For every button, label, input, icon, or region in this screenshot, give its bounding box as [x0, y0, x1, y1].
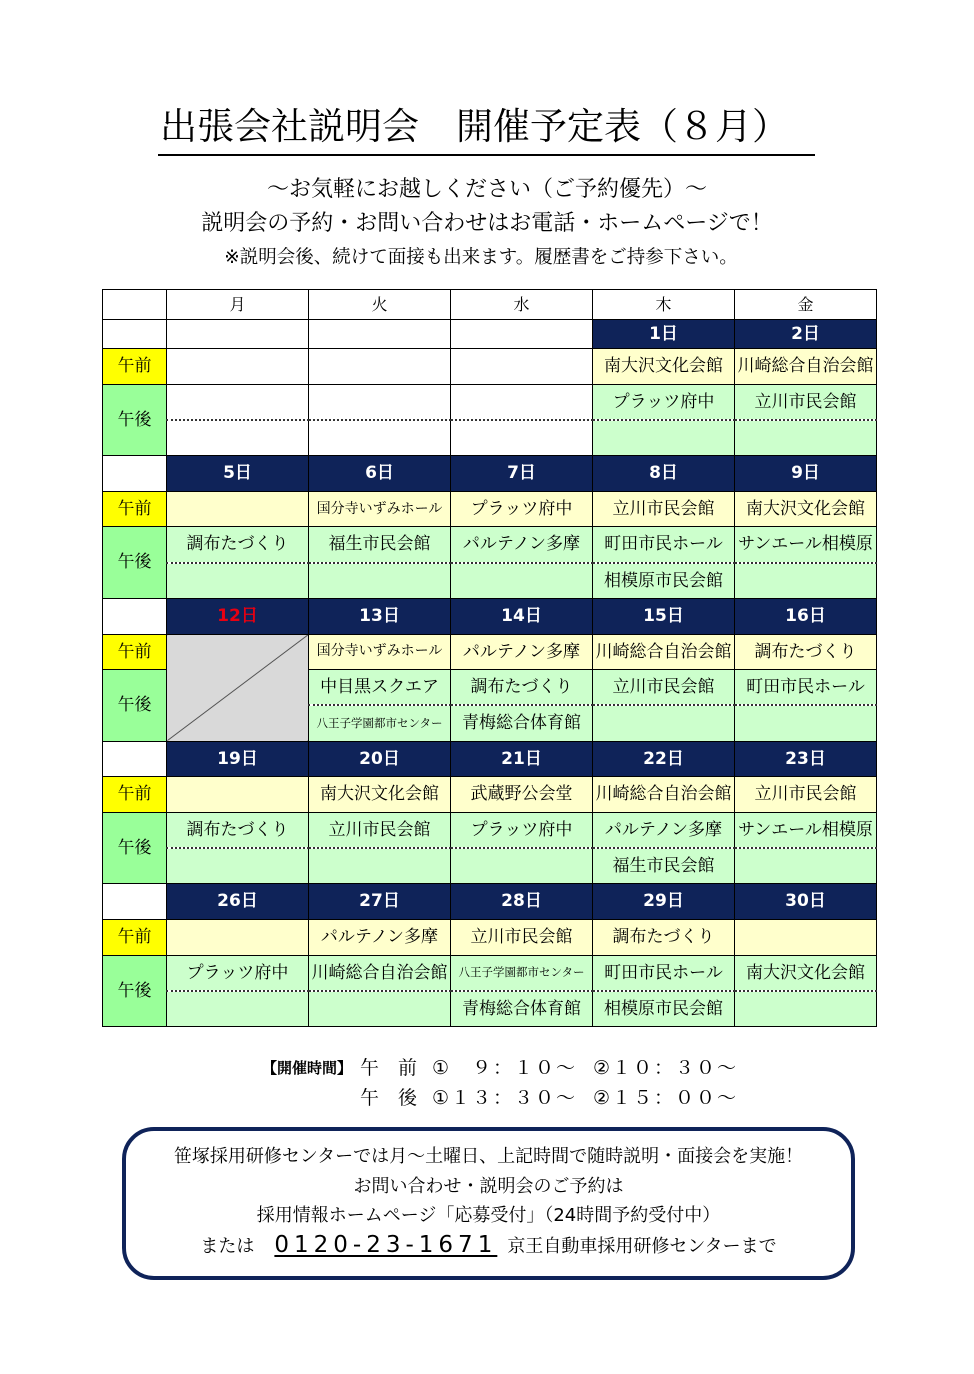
- am-venue-thu: 南大沢文化会館: [593, 349, 735, 385]
- am-hours-row: [360, 1055, 738, 1081]
- am-label: 午前: [103, 777, 167, 813]
- am-venue-wed: パルテノン多摩: [451, 634, 593, 670]
- am-venue-fri: 調布たづくり: [735, 634, 877, 670]
- pm-venue-mon: [167, 991, 309, 1027]
- date-cell-wed: 7日: [451, 456, 593, 492]
- date-cell-mon: 19日: [167, 741, 309, 777]
- pm-venue-mon: 調布たづくり: [167, 527, 309, 563]
- date-cell-fri: 30日: [735, 884, 877, 920]
- pm-label: 午後: [103, 670, 167, 741]
- pm-label: 午後: [103, 955, 167, 1026]
- am-venue-mon: [167, 491, 309, 527]
- date-cell-tue: 27日: [309, 884, 451, 920]
- week-date-row: [103, 741, 877, 777]
- notice-line: 笹塚採用研修センターでは月～土曜日、上記時間で随時説明・面接会を実施！: [173, 1146, 804, 1167]
- corner-cell: [103, 290, 167, 320]
- week-date-row: [103, 456, 877, 492]
- weekday-header-row: [103, 290, 877, 320]
- am-venue-mon: [167, 920, 309, 956]
- am-label: 午前: [103, 634, 167, 670]
- week-spacer-cell: [103, 884, 167, 920]
- pm-venue-tue: [309, 848, 451, 884]
- resume-note: ※説明会後、続けて面接も出来ます。履歴書をご持参下さい。: [224, 247, 738, 268]
- hours-label: 【開催時間】: [262, 1059, 353, 1077]
- week-date-row: [103, 320, 877, 349]
- schedule-table: [102, 289, 877, 1027]
- pm-row: [103, 384, 877, 420]
- pm-venue-tue: [309, 991, 451, 1027]
- date-cell-wed: 28日: [451, 884, 593, 920]
- am-label: 午前: [103, 491, 167, 527]
- am-venue-thu: 調布たづくり: [593, 920, 735, 956]
- pm-venue-wed: 八王子学園都市センター: [451, 955, 593, 991]
- weekday-header-wed: 水: [451, 290, 593, 320]
- date-cell-thu: 15日: [593, 598, 735, 634]
- pm-venue-tue: [309, 563, 451, 599]
- weekday-header-fri: 金: [735, 290, 877, 320]
- date-cell-thu: 29日: [593, 884, 735, 920]
- pm-row: [103, 420, 877, 456]
- pm-venue-thu: [593, 705, 735, 741]
- pm-slot-2: ②１５：００～: [593, 1087, 739, 1109]
- pm-venue-thu: 町田市民ホール: [593, 527, 735, 563]
- date-cell-wed: 21日: [451, 741, 593, 777]
- am-venue-fri: [735, 920, 877, 956]
- date-cell-fri: 16日: [735, 598, 877, 634]
- date-cell-tue: 13日: [309, 598, 451, 634]
- weekday-header-tue: 火: [309, 290, 451, 320]
- pm-venue-wed: 青梅総合体育館: [451, 991, 593, 1027]
- date-cell-tue: 20日: [309, 741, 451, 777]
- pm-session-label: 午 後: [360, 1087, 418, 1109]
- notice-suffix: 京王自動車採用研修センターまで: [507, 1235, 777, 1257]
- am-venue-wed: [451, 349, 593, 385]
- pm-venue-thu: 相模原市民会館: [593, 563, 735, 599]
- pm-venue-mon: [167, 420, 309, 456]
- pm-row: [103, 812, 877, 848]
- am-venue-thu: 川崎総合自治会館: [593, 777, 735, 813]
- notice-line: 採用情報ホームページ「応募受付」（24時間予約受付中）: [256, 1205, 721, 1226]
- pm-venue-mon: [167, 384, 309, 420]
- date-cell-fri: 23日: [735, 741, 877, 777]
- pm-venue-mon: [167, 848, 309, 884]
- subtitle-line: ～お気軽にお越しください（ご予約優先）～: [266, 177, 707, 202]
- am-venue-thu: 立川市民会館: [593, 491, 735, 527]
- pm-venue-fri: [735, 991, 877, 1027]
- pm-venue-wed: [451, 420, 593, 456]
- pm-venue-wed: [451, 384, 593, 420]
- pm-venue-fri: [735, 563, 877, 599]
- date-cell-mon: 26日: [167, 884, 309, 920]
- phone-number: 0120-23-1671: [274, 1231, 498, 1258]
- am-row: [103, 349, 877, 385]
- date-cell-thu: 8日: [593, 456, 735, 492]
- week-date-row: [103, 884, 877, 920]
- pm-venue-fri: [735, 848, 877, 884]
- am-venue-tue: 国分寺いずみホール: [309, 634, 451, 670]
- pm-venue-mon: プラッツ府中: [167, 955, 309, 991]
- pm-venue-fri: サンエール相模原: [735, 812, 877, 848]
- pm-venue-thu: プラッツ府中: [593, 384, 735, 420]
- week-spacer-cell: [103, 320, 167, 349]
- am-venue-tue: [309, 349, 451, 385]
- pm-venue-wed: 調布たづくり: [451, 670, 593, 706]
- date-cell-tue: [309, 320, 451, 349]
- pm-venue-wed: パルテノン多摩: [451, 527, 593, 563]
- pm-label: 午後: [103, 384, 167, 455]
- am-venue-thu: 川崎総合自治会館: [593, 634, 735, 670]
- am-slot-2: ②１０：３０～: [593, 1057, 739, 1079]
- pm-row: [103, 848, 877, 884]
- am-venue-mon: [167, 349, 309, 385]
- page-title: 出張会社説明会 開催予定表（８月）: [158, 100, 815, 156]
- am-venue-tue: 国分寺いずみホール: [309, 491, 451, 527]
- am-venue-mon: [167, 777, 309, 813]
- am-venue-wed: 立川市民会館: [451, 920, 593, 956]
- pm-venue-fri: [735, 705, 877, 741]
- pm-venue-tue: [309, 384, 451, 420]
- am-row: [103, 920, 877, 956]
- pm-venue-wed: [451, 848, 593, 884]
- am-venue-fri: 立川市民会館: [735, 777, 877, 813]
- am-row: [103, 634, 877, 670]
- pm-label: 午後: [103, 812, 167, 883]
- date-cell-mon: 5日: [167, 456, 309, 492]
- pm-row: [103, 527, 877, 563]
- pm-venue-wed: [451, 563, 593, 599]
- pm-venue-thu: [593, 420, 735, 456]
- notice-contact-line: [126, 1231, 851, 1262]
- date-cell-thu: 1日: [593, 320, 735, 349]
- weekday-header-mon: 月: [167, 290, 309, 320]
- pm-hours-row: [360, 1085, 738, 1111]
- pm-venue-mon: 調布たづくり: [167, 812, 309, 848]
- subtitle-line: 説明会の予約・お問い合わせはお電話・ホームページで！: [201, 211, 773, 236]
- am-venue-tue: パルテノン多摩: [309, 920, 451, 956]
- am-venue-wed: プラッツ府中: [451, 491, 593, 527]
- date-cell-mon: [167, 320, 309, 349]
- am-venue-fri: 南大沢文化会館: [735, 491, 877, 527]
- am-venue-fri: 川崎総合自治会館: [735, 349, 877, 385]
- pm-venue-fri: 立川市民会館: [735, 384, 877, 420]
- pm-row: [103, 991, 877, 1027]
- pm-venue-thu: 町田市民ホール: [593, 955, 735, 991]
- pm-venue-fri: [735, 420, 877, 456]
- pm-venue-thu: 福生市民会館: [593, 848, 735, 884]
- weekday-header-thu: 木: [593, 290, 735, 320]
- pm-venue-fri: 南大沢文化会館: [735, 955, 877, 991]
- am-venue-tue: 南大沢文化会館: [309, 777, 451, 813]
- pm-venue-tue: 中目黒スクエア: [309, 670, 451, 706]
- notice-line: お問い合わせ・説明会のご予約は: [353, 1175, 624, 1197]
- pm-venue-wed: プラッツ府中: [451, 812, 593, 848]
- pm-venue-thu: 立川市民会館: [593, 670, 735, 706]
- pm-venue-tue: 川崎総合自治会館: [309, 955, 451, 991]
- date-cell-wed: 14日: [451, 598, 593, 634]
- week-spacer-cell: [103, 598, 167, 634]
- week-date-row: [103, 598, 877, 634]
- pm-venue-tue: 福生市民会館: [309, 527, 451, 563]
- pm-venue-fri: 町田市民ホール: [735, 670, 877, 706]
- pm-venue-fri: サンエール相模原: [735, 527, 877, 563]
- am-label: 午前: [103, 920, 167, 956]
- pm-slot-1: ①１３：３０～: [432, 1087, 578, 1109]
- am-venue-wed: 武蔵野公会堂: [451, 777, 593, 813]
- contact-notice-box: [122, 1127, 855, 1280]
- pm-row: [103, 563, 877, 599]
- notice-prefix: または: [200, 1235, 255, 1257]
- am-row: [103, 777, 877, 813]
- date-cell-fri: 2日: [735, 320, 877, 349]
- week-spacer-cell: [103, 741, 167, 777]
- pm-venue-thu: 相模原市民会館: [593, 991, 735, 1027]
- date-cell-wed: [451, 320, 593, 349]
- pm-label: 午後: [103, 527, 167, 598]
- pm-venue-mon: [167, 563, 309, 599]
- am-row: [103, 491, 877, 527]
- closed-cell: [167, 634, 309, 741]
- pm-venue-thu: パルテノン多摩: [593, 812, 735, 848]
- date-cell-thu: 22日: [593, 741, 735, 777]
- pm-row: [103, 955, 877, 991]
- am-label: 午前: [103, 349, 167, 385]
- pm-venue-tue: 八王子学園都市センター: [309, 705, 451, 741]
- pm-venue-tue: [309, 420, 451, 456]
- date-cell-fri: 9日: [735, 456, 877, 492]
- week-spacer-cell: [103, 456, 167, 492]
- pm-venue-wed: 青梅総合体育館: [451, 705, 593, 741]
- pm-venue-tue: 立川市民会館: [309, 812, 451, 848]
- date-cell-mon: 12日: [167, 598, 309, 634]
- date-cell-tue: 6日: [309, 456, 451, 492]
- am-slot-1: ① ９：１０～: [432, 1057, 578, 1079]
- am-session-label: 午 前: [360, 1057, 418, 1079]
